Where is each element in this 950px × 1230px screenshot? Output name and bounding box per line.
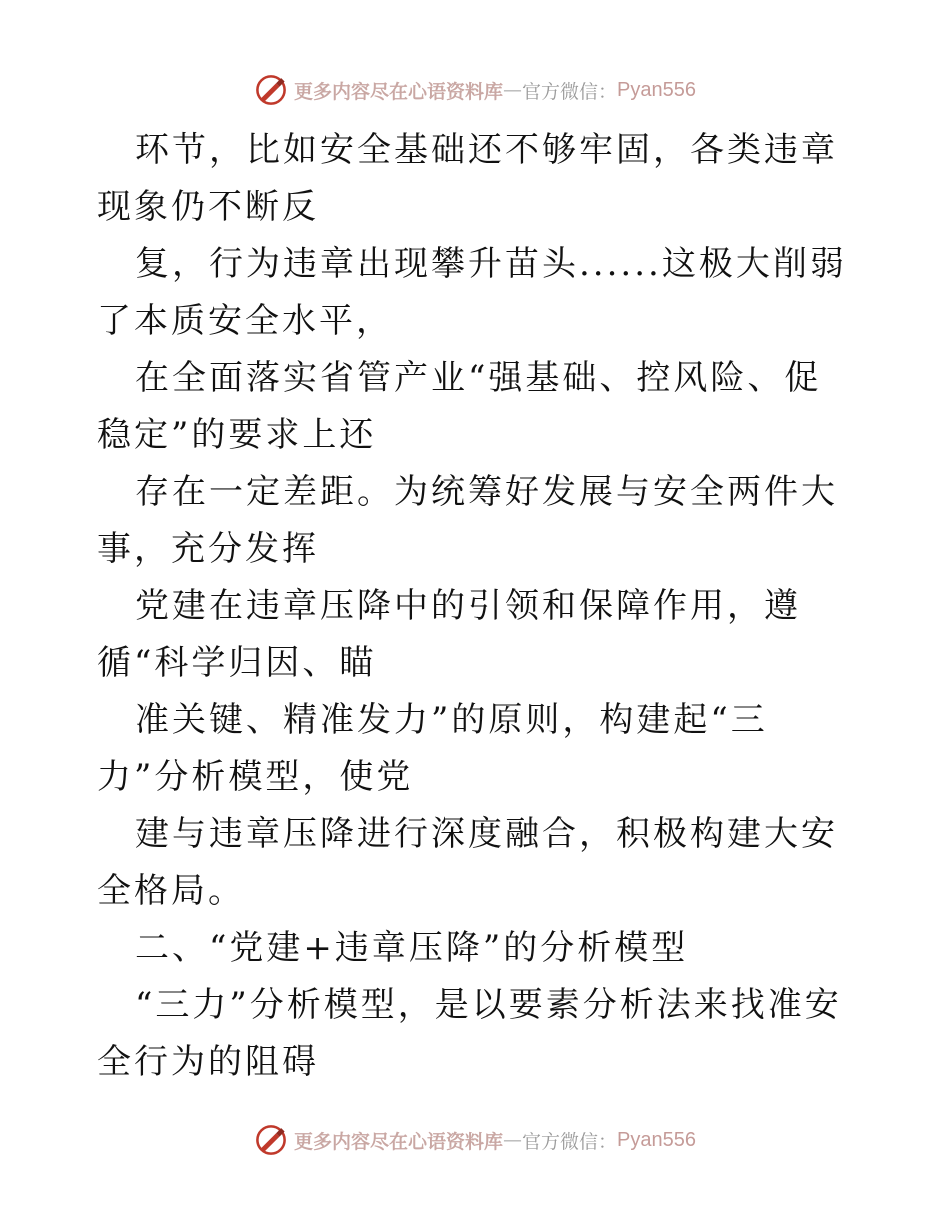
watermark-wechat-label: 官方微信： (522, 80, 618, 103)
section-heading: 二、“党建+违章压降”的分析模型 (135, 928, 689, 968)
document-body (97, 122, 855, 1091)
pen-logo-icon (254, 1123, 288, 1157)
paragraph: “三力”分析模型，是以要素分析法来找准安全行为的阻碍 (97, 985, 842, 1082)
paragraph: 环节，比如安全基础还不够牢固，各类违章现象仍不断反 (97, 130, 838, 227)
paragraph: 复，行为违章出现攀升苗头......这极大削弱了本质安全水平， (97, 244, 847, 341)
watermark-brand: 更多内容尽在心语资料库 (294, 1130, 504, 1153)
watermark-wechat-id: Pyan556 (617, 1128, 696, 1151)
paragraph: 党建在违章压降中的引领和保障作用，遵循“科学归因、瞄 (97, 586, 801, 683)
paragraph: 建与违章压降进行深度融合，积极构建大安全格局。 (97, 814, 838, 911)
watermark-brand: 更多内容尽在心语资料库 (294, 80, 504, 103)
paragraph: 在全面落实省管产业“强基础、控风险、促稳定”的要求上还 (97, 358, 822, 455)
paragraph: 准关键、精准发力”的原则，构建起“三力”分析模型，使党 (97, 700, 768, 797)
watermark-separator: — (503, 1129, 523, 1151)
footer-watermark (0, 1120, 950, 1160)
watermark-wechat-label: 官方微信： (522, 1130, 618, 1153)
pen-logo-icon (254, 73, 288, 107)
watermark-wechat-id: Pyan556 (617, 78, 696, 101)
paragraph: 存在一定差距。为统筹好发展与安全两件大事，充分发挥 (97, 472, 838, 569)
watermark-separator: — (503, 79, 523, 101)
header-watermark (0, 70, 950, 110)
